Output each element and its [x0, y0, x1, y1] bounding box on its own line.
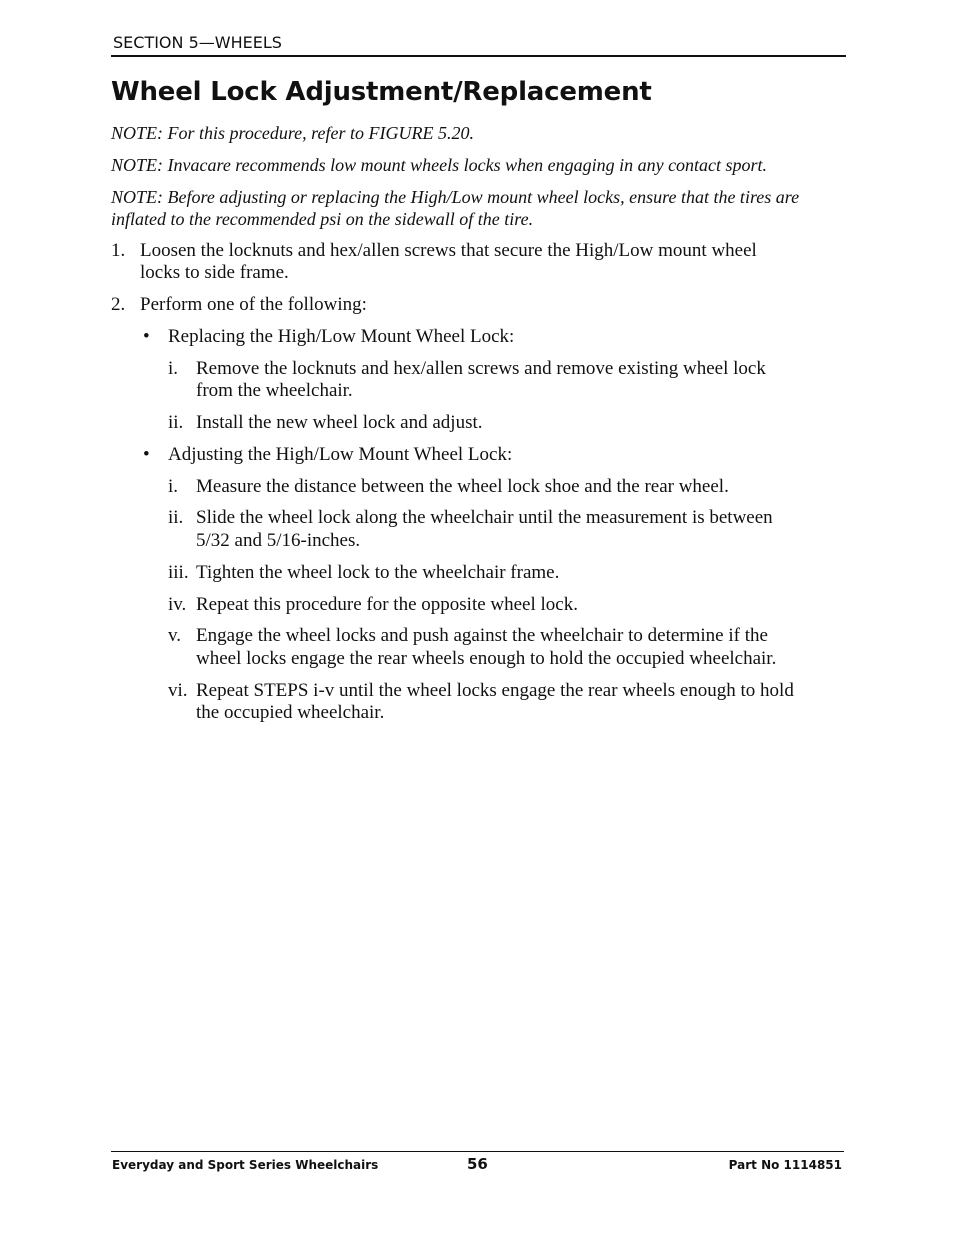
adjusting-item-4-line1: Repeat this procedure for the opposite wheel lock. [196, 594, 578, 615]
adjusting-item-6-number: vi. [168, 680, 188, 701]
replacing-title: Replacing the High/Low Mount Wheel Lock: [168, 326, 515, 347]
page-title: Wheel Lock Adjustment/Replacement [111, 77, 652, 107]
adjusting-item-3-number: iii. [168, 562, 189, 583]
adjusting-item-6-line2: the occupied wheelchair. [196, 702, 385, 723]
replacing-item-1-number: i. [168, 358, 179, 379]
adjusting-item-2-line1: Slide the wheel lock along the wheelchair until the measurement is between [196, 507, 773, 528]
note-tire-pressure-line2: inflated to the recommended psi on the sidewall of the tire. [111, 209, 534, 229]
adjusting-item-1-number: i. [168, 476, 179, 497]
adjusting-item-2-line2: 5/32 and 5/16-inches. [196, 530, 361, 551]
adjusting-item-2-number: ii. [168, 507, 184, 528]
bullet-adjusting: • [143, 444, 150, 465]
bullet-replacing: • [143, 326, 150, 347]
step-1-number: 1. [111, 240, 126, 261]
adjusting-item-1-line1: Measure the distance between the wheel lock shoe and the rear wheel. [196, 476, 729, 497]
header-rule [111, 55, 846, 57]
section-header: SECTION 5—WHEELS [113, 33, 282, 52]
step-1-text-line1: Loosen the locknuts and hex/allen screws that secure the High/Low mount wheel [140, 240, 757, 261]
replacing-item-2-number: ii. [168, 412, 184, 433]
adjusting-item-5-line1: Engage the wheel locks and push against the wheelchair to determine if the [196, 625, 768, 646]
footer-page-number: 56 [467, 1155, 488, 1173]
step-2-number: 2. [111, 294, 126, 315]
note-contact-sport: NOTE: Invacare recommends low mount wheels locks when engaging in any contact sport. [111, 155, 768, 175]
replacing-item-2-line1: Install the new wheel lock and adjust. [196, 412, 483, 433]
footer-rule [111, 1151, 844, 1152]
adjusting-item-5-line2: wheel locks engage the rear wheels enough to hold the occupied wheelchair. [196, 648, 777, 669]
adjusting-item-5-number: v. [168, 625, 182, 646]
footer-part-number: Part No 1114851 [728, 1158, 842, 1172]
step-2-text: Perform one of the following: [140, 294, 367, 315]
adjusting-item-3-line1: Tighten the wheel lock to the wheelchair frame. [196, 562, 560, 583]
adjusting-item-6-line1: Repeat STEPS i-v until the wheel locks engage the rear wheels enough to hold [196, 680, 794, 701]
adjusting-item-4-number: iv. [168, 594, 187, 615]
step-1-text-line2: locks to side frame. [140, 262, 289, 283]
note-figure-reference: NOTE: For this procedure, refer to FIGURE 5.20. [111, 123, 474, 143]
replacing-item-1-line2: from the wheelchair. [196, 380, 353, 401]
note-tire-pressure-line1: NOTE: Before adjusting or replacing the High/Low mount wheel locks, ensure that the tires are [111, 187, 800, 207]
replacing-item-1-line1: Remove the locknuts and hex/allen screws and remove existing wheel lock [196, 358, 766, 379]
adjusting-title: Adjusting the High/Low Mount Wheel Lock: [168, 444, 513, 465]
footer-manual-title: Everyday and Sport Series Wheelchairs [112, 1158, 379, 1172]
